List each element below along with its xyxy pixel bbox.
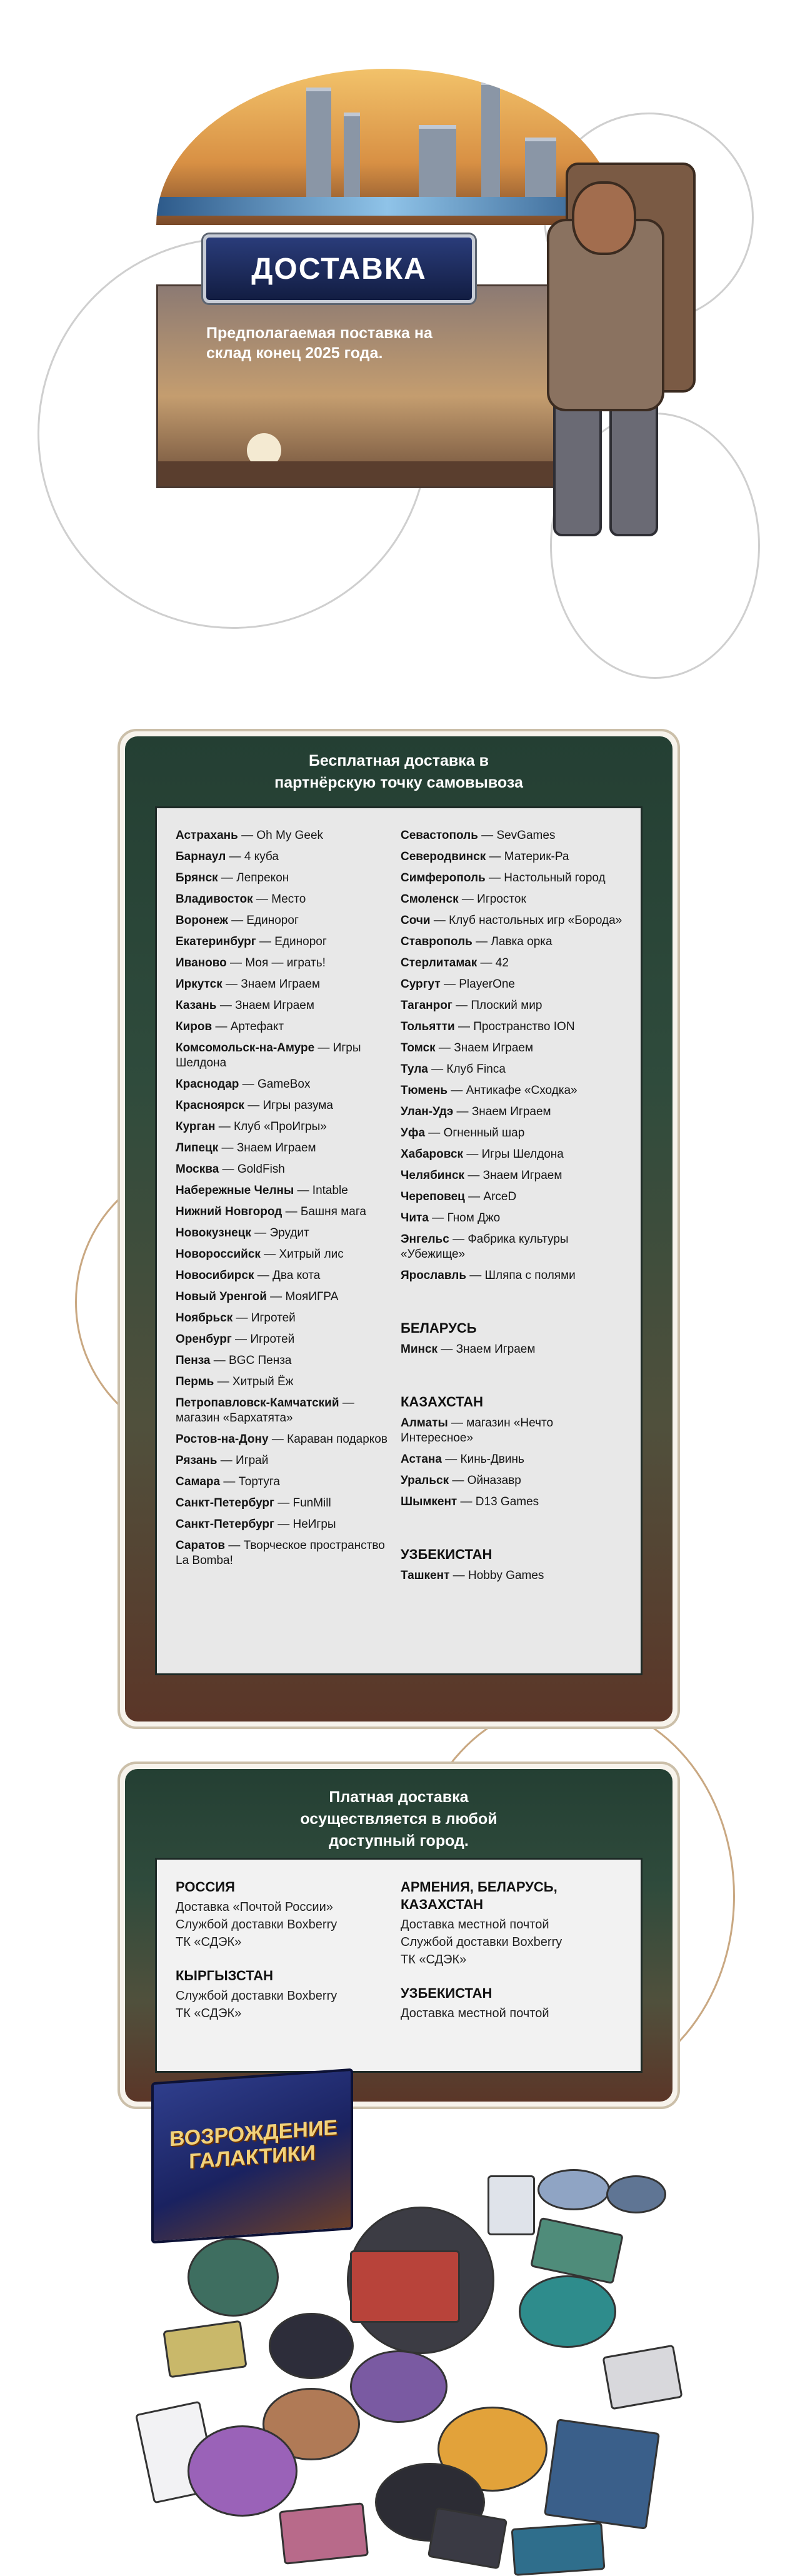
store-name: Огненный шар [443,1126,525,1140]
russia-cities-left [176,828,394,1575]
city-separator: — [274,1518,293,1531]
city-separator: — [428,1063,447,1076]
store-name: ArceD [483,1190,517,1203]
store-name: Антикафе «Сходка» [466,1084,578,1097]
pickup-point-row [401,1568,626,1583]
city-name: Рязань [176,1454,218,1467]
page-title-plate [203,234,475,303]
paid-armenia-line: ТК «СДЭК» [401,1953,467,1967]
city-name: Череповец [401,1190,465,1203]
kazakhstan-heading: КАЗАХСТАН [401,1394,483,1410]
store-name: Игры Шелдона [176,1041,361,1070]
paid-armenia-line: Доставка местной почтой [401,1918,549,1932]
store-name: Хитрый Ёж [232,1375,294,1388]
city-name: Новый Уренгой [176,1290,267,1303]
pickup-point-row [401,1083,626,1098]
store-name: Hobby Games [468,1569,544,1582]
pickup-point-row [401,1147,626,1162]
pickup-point-row [176,1041,394,1071]
city-separator: — [220,1475,239,1488]
city-separator: — [260,1248,279,1261]
city-separator: — [452,999,471,1012]
pickup-point-row [176,1162,394,1177]
city-name: Симферополь [401,871,486,885]
store-name: Знаем Играем [236,1141,316,1155]
paid-kyrgyzstan-line: ТК «СДЭК» [176,2007,242,2020]
city-separator: — [232,1311,251,1325]
city-separator: — [252,893,272,906]
pickup-point-row [176,1311,394,1326]
pickup-point-row [176,1538,394,1568]
city-separator: — [219,1163,238,1176]
store-name: Клуб «ПроИгры» [234,1120,327,1133]
pickup-point-row [401,1268,626,1283]
city-separator: — [222,978,241,991]
city-name: Саратов [176,1539,226,1552]
paid-kyrgyzstan-heading: КЫРГЫЗСТАН [176,1968,274,1983]
city-name: Киров [176,1020,212,1033]
city-name: Комсомольск-на-Амуре [176,1041,315,1055]
city-separator: — [238,829,257,842]
pickup-point-row [401,892,626,907]
store-name: Игры Шелдона [481,1148,564,1161]
city-separator: — [435,1041,454,1055]
city-name: Смоленск [401,893,459,906]
store-name: 4 куба [244,850,279,863]
city-name: Тула [401,1063,428,1076]
city-separator: — [244,1099,263,1112]
city-name: Тюмень [401,1084,448,1097]
store-name: магазин «Бархатята» [176,1411,293,1425]
store-name: Знаем Играем [482,1169,562,1182]
city-separator: — [448,1084,466,1097]
city-name: Ярославль [401,1269,467,1282]
pickup-point-row [401,1232,626,1262]
city-separator: — [226,956,246,970]
store-name: Тортуга [238,1475,280,1488]
city-separator: — [251,1226,270,1240]
city-name: Хабаровск [401,1148,464,1161]
pickup-point-row [176,913,394,928]
store-name: Фабрика культуры «Убежище» [401,1233,569,1261]
pickup-point-row [401,1211,626,1226]
pickup-point-row [176,1517,394,1532]
pickup-point-row [176,1396,394,1426]
free-delivery-list-panel [155,806,642,1675]
city-separator: — [217,1454,236,1467]
paid-armenia-line: Службой доставки Boxberry [401,1935,562,1949]
store-name: FunMill [292,1496,331,1510]
paid-delivery-card [125,1769,672,2102]
city-name: Краснодар [176,1078,239,1091]
pickup-point-row [401,1190,626,1205]
store-name: Знаем Играем [454,1041,534,1055]
pickup-point-row [401,1105,626,1120]
paid-uzbekistan-line: Доставка местной почтой [401,2007,549,2020]
city-name: Ташкент [401,1569,450,1582]
city-name: Курган [176,1120,216,1133]
pickup-point-row [401,1342,626,1357]
store-name: НеИгры [292,1518,336,1531]
city-name: Санкт-Петербург [176,1496,274,1510]
city-separator: — [449,1474,468,1487]
store-name: Клуб Finca [446,1063,506,1076]
paid-uzbekistan-heading: УЗБЕКИСТАН [401,1985,492,2001]
paid-russia-line: Службой доставки Boxberry [176,1918,338,1932]
pickup-point-row [401,1495,626,1510]
russia-cities-right [401,828,626,1590]
city-name: Набережные Челны [176,1184,294,1197]
city-name: Петропавловск-Камчатский [176,1396,339,1410]
city-separator: — [463,1148,482,1161]
pickup-point-row [176,1475,394,1490]
store-name: Лавка орка [491,935,552,948]
store-name: Знаем Играем [241,978,321,991]
city-name: Ноябрьск [176,1311,233,1325]
city-name: Воронеж [176,914,228,927]
store-name: Плоский мир [471,999,542,1012]
city-separator: — [256,935,275,948]
store-name: Башня мага [300,1205,366,1218]
city-name: Казань [176,999,217,1012]
store-name: Караван подарков [287,1433,388,1446]
store-name: Игросток [477,893,526,906]
city-name: Таганрог [401,999,452,1012]
paid-russia-line: ТК «СДЭК» [176,1935,242,1949]
pickup-point-row [401,1473,626,1488]
city-name: Уфа [401,1126,426,1140]
pickup-point-row [176,828,394,843]
pickup-point-row [176,1205,394,1220]
city-separator: — [441,1453,461,1466]
store-name: Знаем Играем [235,999,314,1012]
city-name: Алматы [401,1416,448,1430]
paid-delivery-panel [155,1858,642,2073]
uzbekistan-cities [401,1568,626,1583]
city-name: Ростов-на-Дону [176,1433,269,1446]
city-name: Самара [176,1475,221,1488]
city-separator: — [466,1269,485,1282]
store-name: Место [271,893,306,906]
city-name: Красноярск [176,1099,244,1112]
pickup-point-row [401,1020,626,1035]
city-name: Уральск [401,1474,449,1487]
city-name: Сургут [401,978,441,991]
pickup-point-row [176,977,394,992]
city-separator: — [448,1416,467,1430]
city-separator: — [215,1120,234,1133]
pickup-point-row [176,1353,394,1368]
pickup-point-row [401,998,626,1013]
city-name: Липецк [176,1141,219,1155]
city-separator: — [314,1041,333,1055]
pickup-point-row [176,956,394,971]
store-name: Intable [312,1184,348,1197]
city-name: Нижний Новгород [176,1205,282,1218]
city-name: Шымкент [401,1495,458,1508]
city-separator: — [216,999,236,1012]
city-name: Севастополь [401,829,478,842]
city-separator: — [485,871,504,885]
city-separator: — [428,1211,448,1225]
hero-character-illustration [522,144,703,544]
city-separator: — [214,1375,232,1388]
pickup-point-row [176,1453,394,1468]
page-title: ДОСТАВКА [251,252,427,286]
store-name: Эрудит [269,1226,309,1240]
pickup-point-row [176,892,394,907]
store-name: магазин «Нечто Интересное» [401,1416,554,1445]
city-separator: — [254,1269,273,1282]
pickup-point-row [401,849,626,865]
pickup-point-row [401,871,626,886]
city-separator: — [478,829,497,842]
city-separator: — [228,914,247,927]
pickup-point-row [176,1432,394,1447]
city-separator: — [274,1496,293,1510]
pickup-point-row [401,956,626,971]
pickup-point-row [401,1062,626,1077]
city-name: Северодвинск [401,850,486,863]
paid-right-column [401,1878,626,2038]
city-name: Барнаул [176,850,226,863]
store-name: 42 [495,956,509,970]
pickup-point-row [176,1226,394,1241]
city-separator: — [282,1205,301,1218]
uzbekistan-heading: УЗБЕКИСТАН [401,1546,492,1562]
store-name: Oh My Geek [256,829,324,842]
hero-panel [156,284,560,488]
city-name: Стерлитамак [401,956,478,970]
store-name: Играй [236,1454,269,1467]
city-separator: — [225,1539,244,1552]
store-name: Настольный город [504,871,606,885]
pickup-point-row [176,1247,394,1262]
store-name: GoldFish [237,1163,285,1176]
russia-cities-right-list [401,828,626,1283]
store-name: Ойназавр [467,1474,521,1487]
pickup-point-row [176,871,394,886]
pickup-point-row [176,1496,394,1511]
city-name: Астрахань [176,829,238,842]
city-separator: — [449,1569,468,1582]
city-name: Улан-Удэ [401,1105,454,1118]
free-delivery-card [125,736,672,1722]
city-separator: — [210,1354,229,1367]
store-name: Шляпа с полями [484,1269,576,1282]
city-name: Ставрополь [401,935,472,948]
pickup-point-row [176,1375,394,1390]
pickup-point-row [176,935,394,950]
city-name: Сочи [401,914,431,927]
pickup-point-row [176,1098,394,1113]
paid-russia [176,1878,382,1951]
game-box-image [151,2068,353,2244]
store-name: Клуб настольных игр «Борода» [449,914,622,927]
pickup-point-row [401,1168,626,1183]
pickup-point-row [401,935,626,950]
city-name: Москва [176,1163,219,1176]
paid-armenia-belarus-kazakhstan [401,1878,626,1968]
city-separator: — [472,935,491,948]
paid-left-column [176,1878,382,2038]
city-separator: — [449,1233,468,1246]
pickup-point-row [401,1126,626,1141]
city-separator: — [218,871,237,885]
city-separator: — [477,956,496,970]
store-name: Два кота [272,1269,321,1282]
store-name: Хитрый лис [279,1248,344,1261]
store-name: Единорог [274,935,327,948]
store-name: Кинь-Двинь [460,1453,524,1466]
pickup-point-row [176,1020,394,1035]
city-name: Брянск [176,871,218,885]
pickup-point-row [401,1452,626,1467]
city-separator: — [453,1105,472,1118]
city-name: Минск [401,1343,438,1356]
store-name: Пространство ION [473,1020,575,1033]
pickup-point-row [176,1141,394,1156]
pickup-point-row [176,1332,394,1347]
pickup-point-row [176,849,394,865]
city-name: Томск [401,1041,436,1055]
city-separator: — [239,1078,258,1091]
store-name: Знаем Играем [471,1105,551,1118]
city-separator: — [430,914,449,927]
paid-armenia-heading: АРМЕНИЯ, БЕЛАРУСЬ, КАЗАХСТАН [401,1879,558,1912]
city-separator: — [457,1495,476,1508]
store-name: BGC Пенза [229,1354,292,1367]
city-name: Челябинск [401,1169,465,1182]
city-separator: — [486,850,504,863]
store-name: Моя — играть! [245,956,326,970]
store-name: GameBox [257,1078,311,1091]
city-separator: — [268,1433,288,1446]
paid-russia-heading: РОССИЯ [176,1879,235,1895]
store-name: SevGames [496,829,556,842]
city-separator: — [425,1126,444,1140]
belarus-heading: БЕЛАРУСЬ [401,1320,477,1336]
store-name: Единорог [246,914,299,927]
city-separator: — [458,893,478,906]
pickup-point-row [176,1183,394,1198]
game-box-title: ВОЗРОЖДЕНИЕ ГАЛАКТИКИ [169,2115,338,2174]
paid-kyrgyzstan-line: Службой доставки Boxberry [176,1989,338,2003]
store-name: Игротей [250,1333,295,1346]
city-name: Астана [401,1453,442,1466]
city-separator: — [266,1290,286,1303]
pickup-point-row [176,998,394,1013]
store-name: PlayerOne [459,978,516,991]
city-separator: — [464,1169,483,1182]
pickup-point-row [401,977,626,992]
city-separator: — [339,1396,354,1410]
city-name: Новокузнецк [176,1226,251,1240]
city-separator: — [464,1190,484,1203]
store-name: Творческое пространство La Bomba! [176,1539,385,1567]
city-separator: — [294,1184,312,1197]
pickup-point-row [176,1077,394,1092]
paid-delivery-heading: Платная доставка осуществляется в любой доступный город. [300,1788,498,1850]
paid-kyrgyzstan [176,1967,382,2022]
city-separator: — [226,850,244,863]
city-separator: — [438,1343,456,1356]
city-name: Энгельс [401,1233,449,1246]
paid-uzbekistan [401,1985,626,2022]
city-separator: — [231,1333,251,1346]
store-name: D13 Games [475,1495,539,1508]
city-name: Санкт-Петербург [176,1518,274,1531]
city-name: Чита [401,1211,429,1225]
city-name: Владивосток [176,893,253,906]
city-name: Пермь [176,1375,214,1388]
city-name: Екатеринбург [176,935,256,948]
store-name: Материк-Ра [504,850,569,863]
kazakhstan-cities [401,1416,626,1510]
pickup-point-row [176,1268,394,1283]
belarus-cities [401,1342,626,1357]
city-separator: — [440,978,459,991]
store-name: Лепрекон [236,871,289,885]
store-name: МояИГРА [285,1290,339,1303]
city-name: Пенза [176,1354,211,1367]
city-name: Новороссийск [176,1248,261,1261]
store-name: Артефакт [230,1020,284,1033]
city-separator: — [218,1141,237,1155]
free-delivery-heading: Бесплатная доставка в партнёрскую точку самовывоза [274,752,523,791]
city-separator: — [454,1020,474,1033]
pickup-point-row [401,1416,626,1446]
store-name: Гном Джо [447,1211,501,1225]
hero-delivery-text: Предполагаемая поставка на склад конец 2025 года. [206,324,432,362]
city-name: Новосибирск [176,1269,254,1282]
pickup-point-row [401,828,626,843]
pickup-point-row [401,913,626,928]
city-name: Иркутск [176,978,222,991]
city-name: Оренбург [176,1333,232,1346]
store-name: Игротей [251,1311,296,1325]
city-separator: — [212,1020,231,1033]
pickup-point-row [176,1290,394,1305]
city-name: Иваново [176,956,227,970]
pickup-point-row [401,1041,626,1056]
paid-russia-line: Доставка «Почтой России» [176,1900,333,1914]
city-name: Тольятти [401,1020,455,1033]
pickup-point-row [176,1120,394,1135]
store-name: Игры разума [262,1099,333,1112]
store-name: Знаем Играем [456,1343,536,1356]
